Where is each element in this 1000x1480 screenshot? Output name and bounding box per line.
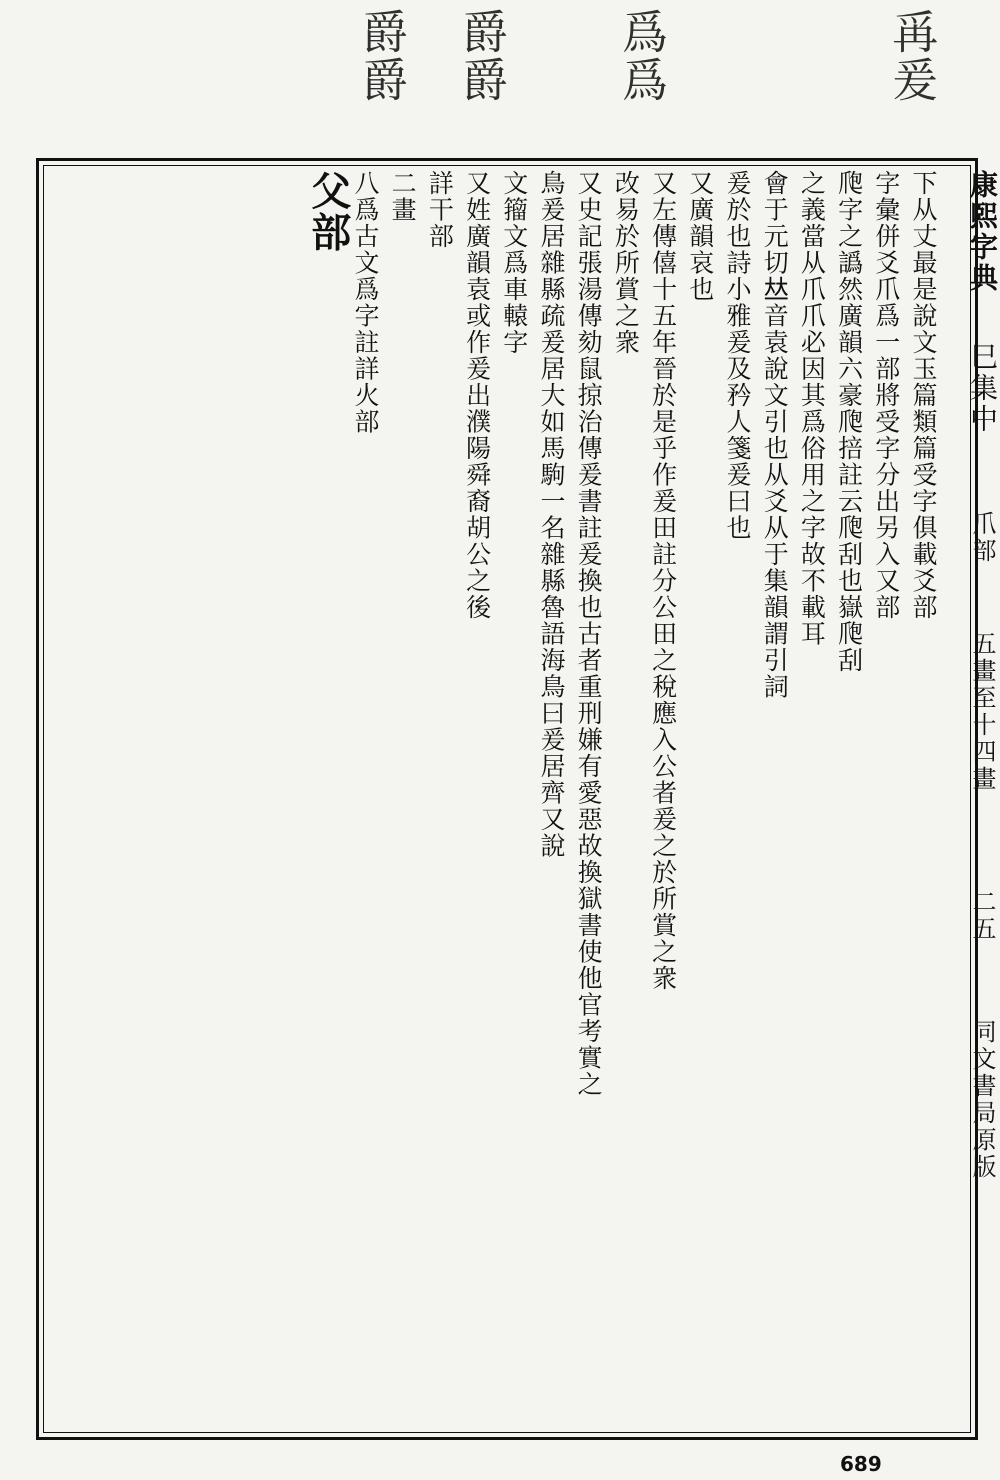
radical-section-title: 父部 (304, 170, 352, 253)
text-column: 之義當从爪爪必因其爲俗用之字故不載耳 (797, 170, 827, 647)
text-column: 鳥爰居雜縣疏爰居大如馬駒一名雜縣魯語海鳥曰爰居齊又說 (536, 170, 566, 859)
publisher: 同文書局原版 (968, 1019, 996, 1181)
text-column: 爮字之譌然廣韻六豪爮掊註云爮刮也嶽爮刮 (834, 170, 864, 674)
text-column: 爰於也詩小雅爰及矜人箋爰曰也 (722, 170, 752, 541)
text-column: 二畫 (388, 170, 418, 223)
seal-character: 爵爵 (355, 8, 409, 104)
seal-script-header (0, 0, 1000, 150)
text-column: 下从丈最是說文玉篇類篇受字俱載爻部 (909, 170, 938, 621)
text-column: 改易於所賞之衆 (611, 170, 641, 356)
text-column: 文籀文爲車轅字 (499, 170, 529, 356)
page-number: 689 (840, 1452, 882, 1476)
dictionary-body (48, 170, 942, 1432)
volume-page: 二五 (968, 889, 996, 943)
text-column: 會于元切𠀤音袁說文引也从爻从于集韻謂引詞 (760, 170, 790, 700)
text-column: 詳干部 (425, 170, 455, 250)
book-title: 康熙字典 (966, 170, 999, 294)
radical-label: 爪部 (968, 511, 996, 565)
seal-character: 爲爲 (615, 8, 669, 104)
text-column: 又史記張湯傳劾鼠掠治傳爰書註爰換也古者重刑嫌有愛惡故換獄書使他官考實之 (574, 170, 604, 1098)
text-column: 又廣韻哀也 (685, 170, 715, 303)
seal-character: 爯爰 (885, 8, 939, 104)
margin-header (964, 170, 1000, 1450)
stroke-range: 五畫至十四畫 (968, 631, 996, 793)
text-column: 又姓廣韻袁或作爰出濮陽舜裔胡公之後 (462, 170, 492, 621)
text-column: 字彙併爻爪爲一部將受字分出另入又部 (871, 170, 901, 621)
volume-label: 巳集中 (966, 342, 999, 435)
text-column: 又左傳僖十五年晉於是乎作爰田註分公田之稅應入公者爰之於所賞之衆 (648, 170, 678, 992)
seal-character: 爵爵 (455, 8, 509, 104)
text-column: 八爲古文爲字註詳火部 (350, 170, 380, 435)
